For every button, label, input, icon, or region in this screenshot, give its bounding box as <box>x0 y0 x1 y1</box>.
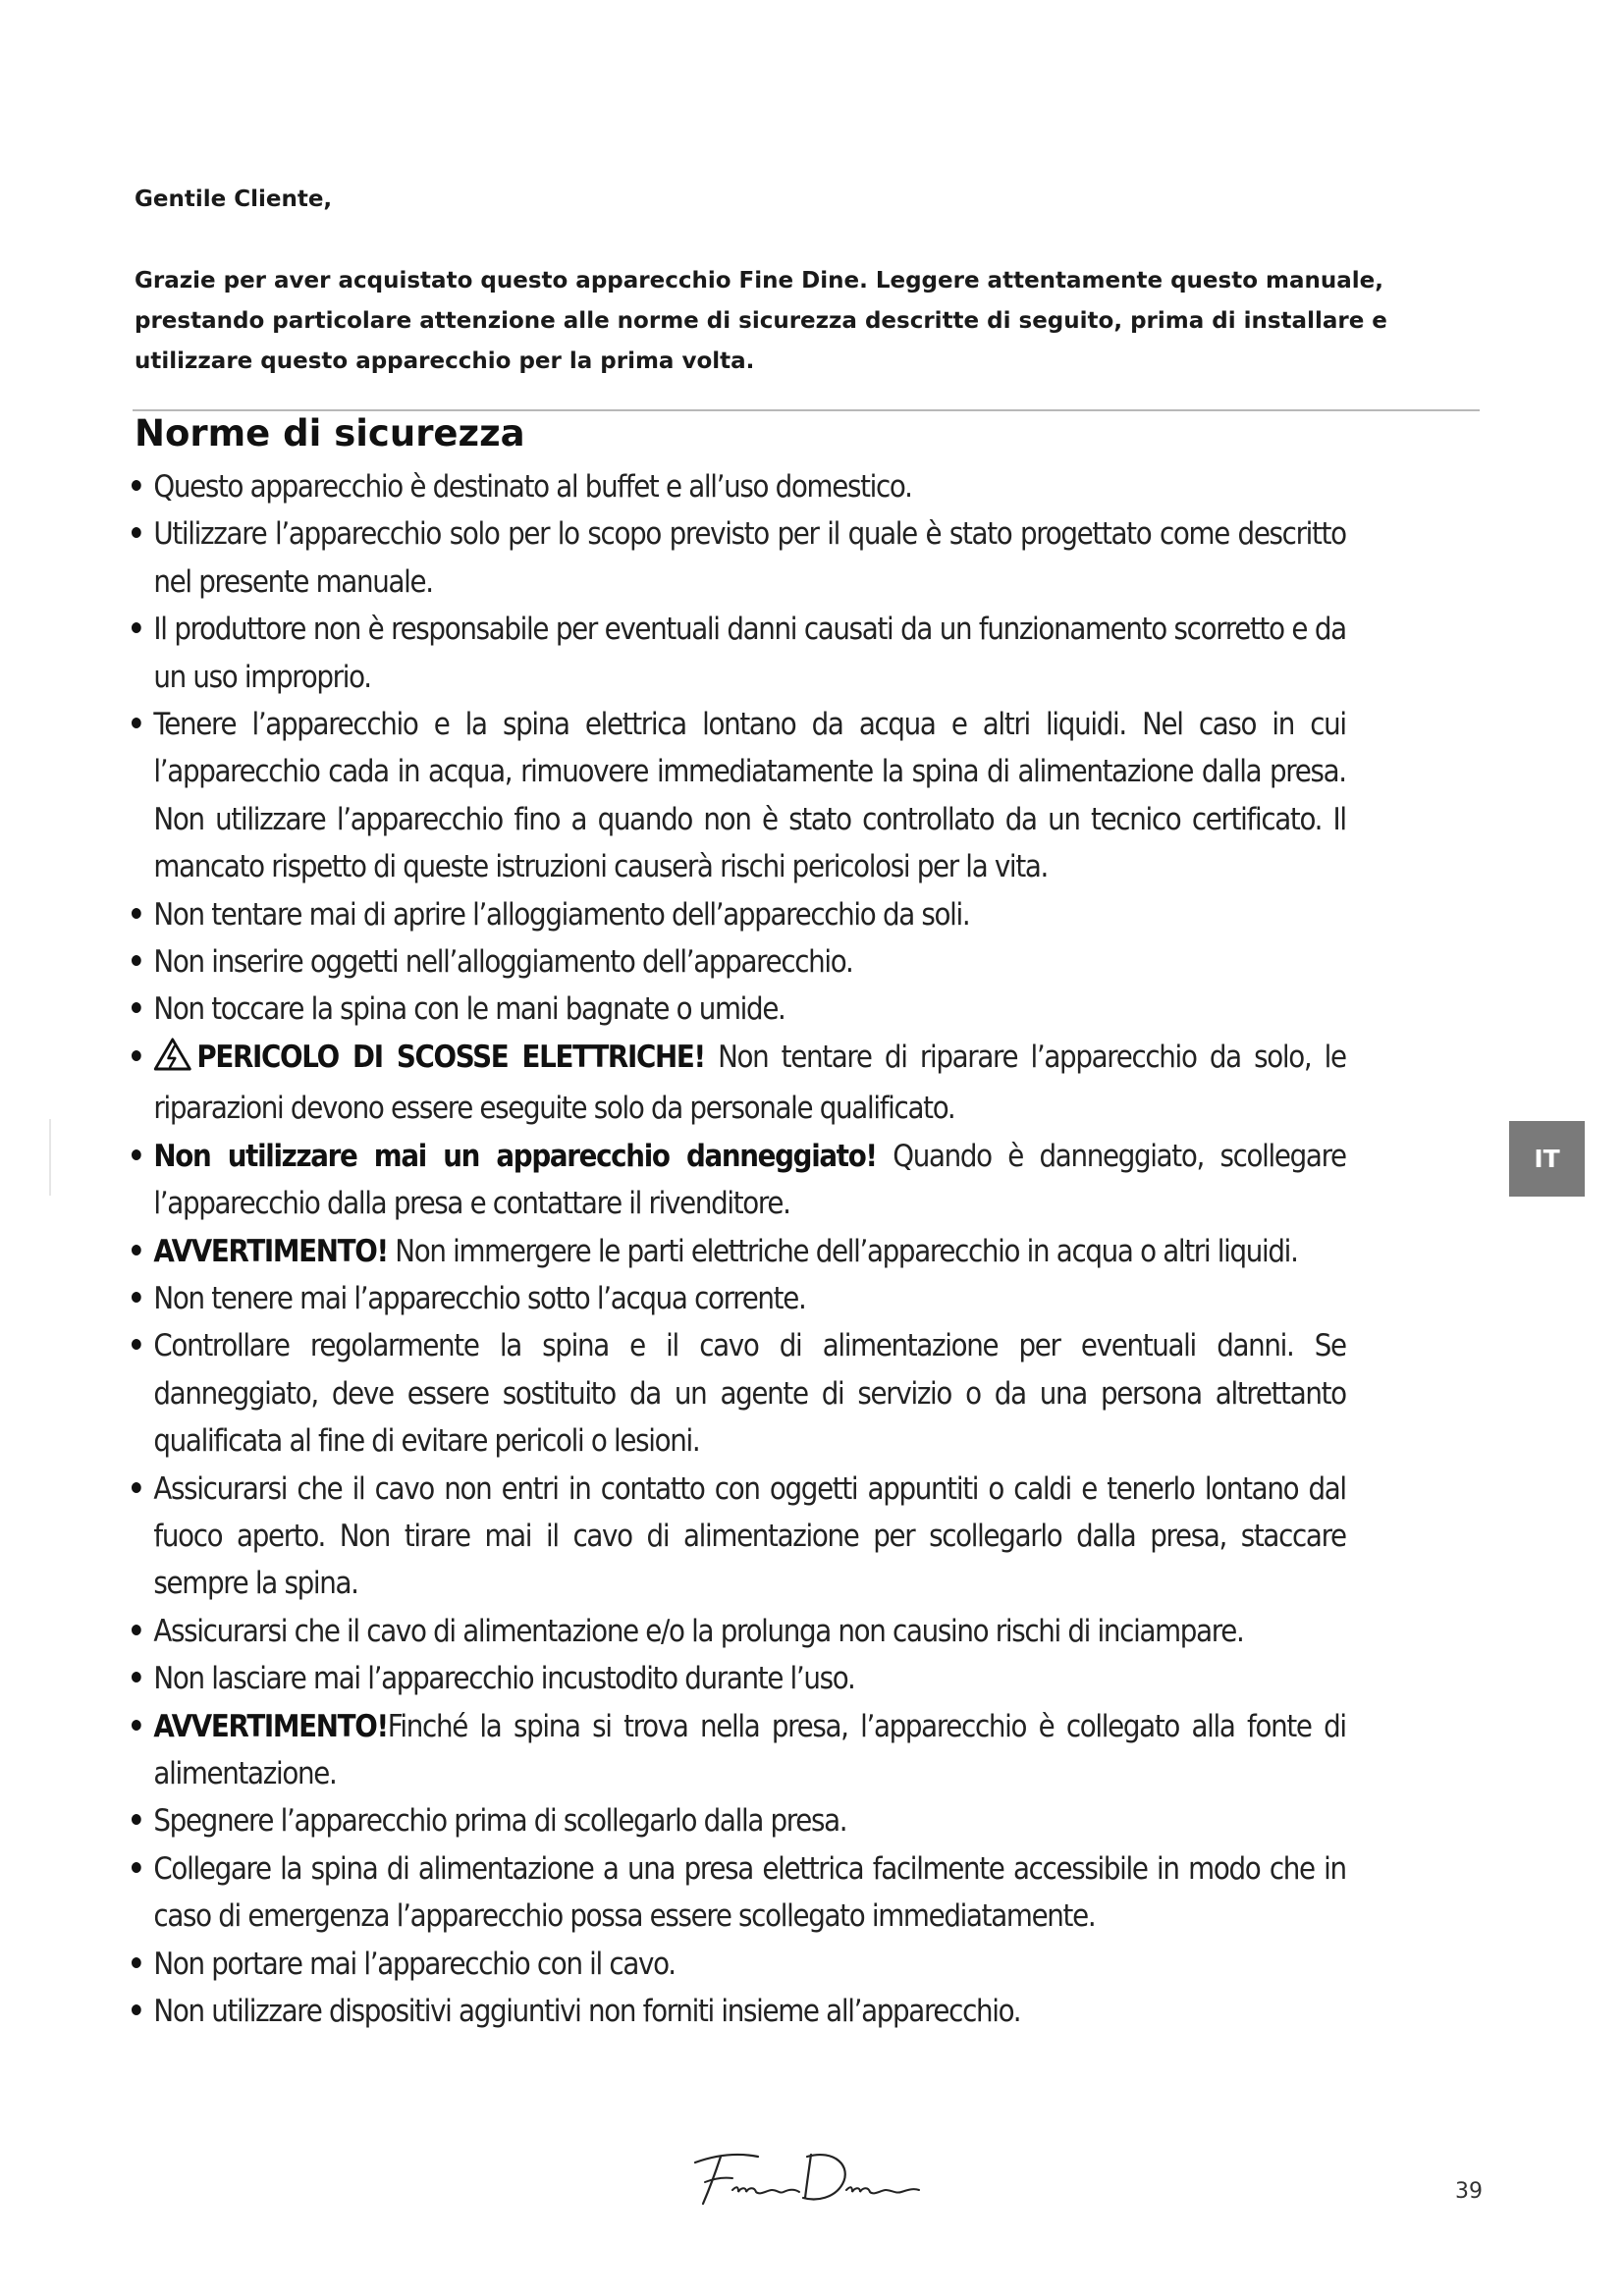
rule-text: Assicurarsi che il cavo di alimentazione e/o la prolunga non causino rischi di inciampare. <box>153 1613 1244 1649</box>
rule-item <box>128 1275 1346 1322</box>
rule-item <box>128 1703 1346 1798</box>
rule-text: Il produttore non è responsabile per eventuali danni causati da un funzionamento scorretto e da un uso improprio. <box>153 612 1346 695</box>
rule-item <box>128 1466 1346 1608</box>
language-tab: IT <box>1509 1121 1585 1197</box>
rule-item <box>128 1797 1346 1844</box>
section-divider <box>133 409 1480 411</box>
rule-item <box>128 1608 1346 1655</box>
bullet-icon: • <box>128 1661 144 1697</box>
bullet-icon: • <box>128 1803 144 1840</box>
bullet-icon: • <box>128 1994 144 2029</box>
bullet-icon: • <box>128 944 144 981</box>
bullet-icon: • <box>128 1946 144 1982</box>
intro-paragraph: Grazie per aver acquistato questo apparecchio Fine Dine. Leggere attentamente questo manuale, prestando particolare attenzione alle norme di sicurezza descritte di seguito, prima di installare e utilizzare questo apparecchio per la prima volta. <box>135 268 1387 374</box>
rule-text: Questo apparecchio è destinato al buffet e all’uso domestico. <box>153 469 912 505</box>
fine-dine-logo <box>677 2145 933 2214</box>
rule-item <box>128 1133 1346 1228</box>
bullet-icon: • <box>128 1850 144 1887</box>
section-title: Norme di sicurezza <box>135 412 525 454</box>
rule-text: Utilizzare l’apparecchio solo per lo scopo previsto per il quale è stato progettato come descritto nel presente manuale. <box>153 516 1346 600</box>
rule-item <box>128 1228 1346 1275</box>
bullet-icon: • <box>128 1613 144 1649</box>
bullet-icon: • <box>128 516 144 553</box>
bullet-icon: • <box>128 1708 144 1744</box>
warning-label: AVVERTIMENTO! <box>153 1233 388 1269</box>
rule-item <box>128 1941 1346 1988</box>
bullet-icon: • <box>128 469 144 505</box>
electric-hazard-icon <box>153 1038 191 1085</box>
rule-item <box>128 1988 1346 2035</box>
rule-text: Finché la spina si trova nella presa, l’apparecchio è collegato alla fonte di alimentazione. <box>153 1708 1346 1791</box>
rule-item <box>128 701 1346 891</box>
rule-item <box>128 938 1346 986</box>
rule-item <box>128 1322 1346 1465</box>
bullet-icon: • <box>128 1233 144 1269</box>
rule-text: Non portare mai l’apparecchio con il cavo. <box>153 1946 676 1982</box>
rule-text: Tenere l’apparecchio e la spina elettrica lontano da acqua e altri liquidi. Nel caso in cui l’apparecchio cada in acqua, rimuovere immediatamente la spina di alimentazione dalla presa. Non utilizzare l’apparecchio fino a quando non è stato controllato da un tecnico certificato. Il mancato rispetto di queste istruzioni causerà rischi pericolosi per la vita. <box>153 707 1346 885</box>
rule-text: Assicurarsi che il cavo non entri in contatto con oggetti appuntiti o caldi e tenerlo lontano dal fuoco aperto. Non tirare mai il cavo di alimentazione per scollegarlo dalla presa, staccare sempre la spina. <box>153 1470 1346 1602</box>
rule-text: Quando è danneggiato, scollegare l’apparecchio dalla presa e contattare il rivenditore. <box>153 1138 1346 1222</box>
bullet-icon: • <box>128 1039 144 1075</box>
bullet-icon: • <box>128 707 144 743</box>
greeting: Gentile Cliente, <box>135 187 333 212</box>
rule-text: Non utilizzare dispositivi aggiuntivi non forniti insieme all’apparecchio. <box>153 1994 1021 2029</box>
bullet-icon: • <box>128 896 144 933</box>
bullet-icon: • <box>128 991 144 1028</box>
warning-label: PERICOLO DI SCOSSE ELETTRICHE! <box>196 1039 705 1075</box>
rule-text: Spegnere l’apparecchio prima di scollegarlo dalla presa. <box>153 1803 847 1840</box>
margin-mark <box>49 1119 51 1196</box>
rule-item <box>128 986 1346 1033</box>
rule-item <box>128 1655 1346 1702</box>
rule-text: Non toccare la spina con le mani bagnate o umide. <box>153 991 785 1028</box>
rule-text: Non lasciare mai l’apparecchio incustodito durante l’uso. <box>153 1661 855 1697</box>
rule-text: Non tentare mai di aprire l’alloggiamento dell’apparecchio da soli. <box>153 896 970 933</box>
bullet-icon: • <box>128 1280 144 1316</box>
bullet-icon: • <box>128 1328 144 1364</box>
bullet-icon: • <box>128 612 144 648</box>
rule-text: Non tenere mai l’apparecchio sotto l’acqua corrente. <box>153 1280 806 1316</box>
rule-item <box>128 510 1346 606</box>
rule-item <box>128 606 1346 701</box>
rule-text: Non tentare di riparare l’apparecchio da solo, le riparazioni devono essere eseguite solo da personale qualificato. <box>153 1039 1346 1127</box>
rule-text: Collegare la spina di alimentazione a una presa elettrica facilmente accessibile in modo che in caso di emergenza l’apparecchio possa essere scollegato immediatamente. <box>153 1850 1346 1935</box>
rule-text: Non immergere le parti elettriche dell’apparecchio in acqua o altri liquidi. <box>387 1233 1298 1269</box>
rule-item <box>128 1034 1346 1133</box>
rule-item <box>128 891 1346 938</box>
rule-item <box>128 1845 1346 1941</box>
bullet-icon: • <box>128 1470 144 1507</box>
bullet-icon: • <box>128 1138 144 1174</box>
rule-item <box>128 463 1346 510</box>
warning-label: AVVERTIMENTO! <box>153 1708 388 1744</box>
warning-label: Non utilizzare mai un apparecchio danneggiato! <box>153 1138 877 1174</box>
rule-text: Controllare regolarmente la spina e il cavo di alimentazione per eventuali danni. Se danneggiato, deve essere sostituito da un agente di servizio o da una persona altrettanto qualificata al fine di evitare pericoli o lesioni. <box>153 1328 1346 1460</box>
page-number: 39 <box>1455 2179 1483 2204</box>
rule-text: Non inserire oggetti nell’alloggiamento dell’apparecchio. <box>153 944 853 981</box>
safety-rules-list <box>128 463 1346 2035</box>
